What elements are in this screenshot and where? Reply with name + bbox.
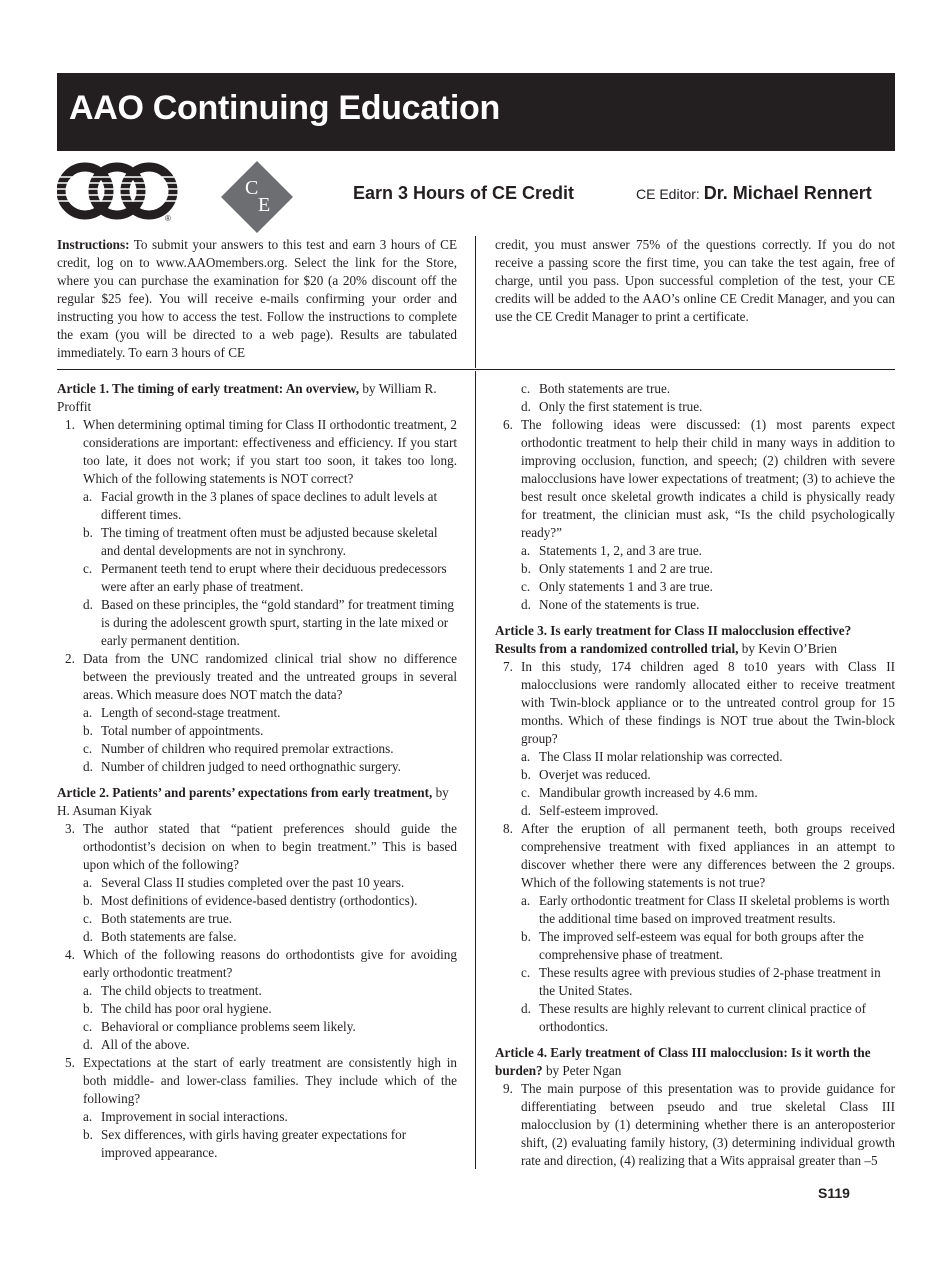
instructions-right <box>495 236 895 326</box>
instructions-text-right: credit, you must answer 75% of the questions correctly. If you do not receive a passing score the first time, you can take the test again, free of charge, until you pass. Upon successful completion of the test, your CE credits will be added to the AAO’s online CE Credit Manager, and you can use the CE Credit Manager to print a certificate. <box>495 237 895 324</box>
question-option: d. These results are highly relevant to current clinical practice of orthodontics. <box>521 1001 866 1034</box>
question-option: c. These results agree with previous studies of 2-phase treatment in the United States. <box>521 965 881 998</box>
question-option: c. Permanent teeth tend to erupt where their deciduous predecessors were after an early phase of treatment. <box>83 561 447 594</box>
question-option: d. Only the first statement is true. <box>521 399 703 414</box>
question-option: a. Facial growth in the 3 planes of space declines to adult levels at different times. <box>83 489 438 522</box>
ce-editor-label: CE Editor: <box>636 186 700 202</box>
instructions-label: Instructions: <box>57 237 130 252</box>
ce-letter-bottom: E <box>258 194 271 216</box>
column-divider <box>475 371 476 1169</box>
question-1: 1. When determining optimal timing for Class II orthodontic treatment, 2 considerations are important: effectiveness and efficiency. If you start too late, it does not work; if you start too soon, it takes too long. Which of the following statements is NOT correct? <box>65 417 457 486</box>
page-number: S119 <box>818 1185 850 1201</box>
instructions-text-left: To submit your answers to this test and earn 3 hours of CE credit, log on to www.AAOmembers.org. Select the link for the Store, where you can purchase the examination for $20 (a 20% discount off the regular $25 fee). You will receive e-mails confirming your order and instructing you how to access the test. Follow the instructions to complete the exam (you will be directed to a web page). Results are tabulated immediately. To earn 3 hours of CE <box>57 237 457 360</box>
article-heading: Article 4. Early treatment of Class III malocclusion: Is it worth the burden? by Peter Ngan <box>495 1045 871 1078</box>
ce-logo <box>221 161 293 233</box>
banner-title: AAO Continuing Education <box>69 89 500 127</box>
question-option: d. All of the above. <box>83 1037 190 1052</box>
registered-mark: ® <box>165 214 171 223</box>
question-option: a. The Class II molar relationship was corrected. <box>521 749 783 764</box>
article-heading: Article 3. Is early treatment for Class II malocclusion effective? Results from a randomized controlled trial, by Kevin O’Brien <box>495 623 852 656</box>
question-option: c. Both statements are true. <box>83 911 233 926</box>
question-5: 5. Expectations at the start of early treatment are consistently high in both middle- and lower-class families. They include which of the following? <box>65 1055 457 1106</box>
banner <box>57 73 895 151</box>
instructions-left <box>57 236 457 362</box>
aao-logo <box>57 160 179 224</box>
question-option: d. None of the statements is true. <box>521 597 700 612</box>
question-9: 9. The main purpose of this presentation was to provide guidance for differentiating between pseudo and true skeletal Class III malocclusion by (1) determining whether there is an anteroposterior shift, (2) evaluating family history, (3) determining individual growth rate and direction, (4) realizing that a Wits appraisal greater than –5 <box>503 1081 895 1168</box>
article-heading: Article 2. Patients’ and parents’ expectations from early treatment, by H. Asuman Kiyak <box>57 785 449 818</box>
question-option: d. Both statements are false. <box>83 929 237 944</box>
question-option: b. Overjet was reduced. <box>521 767 651 782</box>
question-option: c. Mandibular growth increased by 4.6 mm. <box>521 785 758 800</box>
question-option: c. Only statements 1 and 3 are true. <box>521 579 713 594</box>
question-option: d. Number of children judged to need orthognathic surgery. <box>83 759 401 774</box>
question-option: b. Most definitions of evidence-based dentistry (orthodontics). <box>83 893 418 908</box>
question-8: 8. After the eruption of all permanent teeth, both groups received comprehensive treatment with fixed appliances in an attempt to discover whether there were any differences between the 2 groups. Which of the following statements is not true? <box>503 821 895 890</box>
question-option: d. Based on these principles, the “gold standard” for treatment timing is during the adolescent growth spurt, starting in the late mixed or early permanent dentition. <box>83 597 455 648</box>
question-option: b. The timing of treatment often must be adjusted because skeletal and dental developments are not in synchrony. <box>83 525 438 558</box>
question-6: 6. The following ideas were discussed: (1) most parents expect orthodontic treatment to help their child in many ways in addition to improving occlusion, function, and speech; (2) children with severe malocclusions have lower expectations of treatment; (3) to achieve the best result once skeletal growth indicates a child is physically ready for treatment, the clinician must ask, “Is the child psychologically ready?” <box>503 417 895 540</box>
question-option: c. Number of children who required premolar extractions. <box>83 741 394 756</box>
ce-editor-name: Dr. Michael Rennert <box>703 183 872 203</box>
question-option: c. Both statements are true. <box>521 381 671 396</box>
question-option: a. Improvement in social interactions. <box>83 1109 288 1124</box>
question-option: a. The child objects to treatment. <box>83 983 262 998</box>
question-2: 2. Data from the UNC randomized clinical trial show no difference between the previously treated and the untreated groups in several areas. Which measure does NOT match the data? <box>65 651 457 702</box>
question-option: b. Total number of appointments. <box>83 723 264 738</box>
column-divider-top <box>475 236 476 368</box>
question-3: 3. The author stated that “patient preferences should guide the orthodontist’s decision on when to begin treatment.” This is based upon which of the following? <box>65 821 457 872</box>
left-column <box>57 380 457 1162</box>
article-heading: Article 1. The timing of early treatment: An overview, by William R. Proffit <box>57 381 437 414</box>
question-option: b. Sex differences, with girls having greater expectations for improved appearance. <box>83 1127 407 1160</box>
question-option: a. Early orthodontic treatment for Class II skeletal problems is worth the additional time based on improved treatment results. <box>521 893 890 926</box>
question-option: b. Only statements 1 and 2 are true. <box>521 561 713 576</box>
question-option: d. Self-esteem improved. <box>521 803 659 818</box>
right-column <box>495 380 895 1170</box>
question-option: b. The improved self-esteem was equal for both groups after the comprehensive phase of treatment. <box>521 929 864 962</box>
question-option: a. Statements 1, 2, and 3 are true. <box>521 543 702 558</box>
section-divider <box>57 369 895 370</box>
question-7: 7. In this study, 174 children aged 8 to10 years with Class II malocclusions were randomly allocated either to receive treatment with Twin-block appliance or to the untreated control group for 15 months. Which of these findings is NOT true about the Twin-block group? <box>503 659 895 746</box>
ce-credit-heading: Earn 3 Hours of CE Credit <box>353 183 575 203</box>
question-option: b. The child has poor oral hygiene. <box>83 1001 272 1016</box>
ce-editor <box>636 183 872 204</box>
question-4: 4. Which of the following reasons do orthodontists give for avoiding early orthodontic treatment? <box>65 947 457 980</box>
question-option: c. Behavioral or compliance problems seem likely. <box>83 1019 356 1034</box>
question-option: a. Several Class II studies completed over the past 10 years. <box>83 875 405 890</box>
question-option: a. Length of second-stage treatment. <box>83 705 281 720</box>
ce-letter-top: C <box>245 177 259 199</box>
